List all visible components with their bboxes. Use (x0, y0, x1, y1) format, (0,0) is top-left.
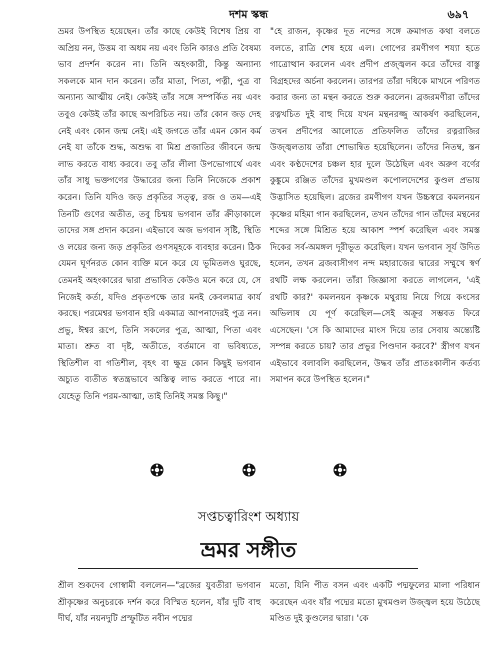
page-header (0, 6, 497, 24)
flower-ornament-icon (333, 462, 347, 476)
flower-ornament-icon (150, 462, 164, 476)
left-paragraph: ভ্রমর উপস্থিত হয়েছেন। তাঁর কাছে কেউই বিশেষ প্রিয় বা অপ্রিয় নন, উত্তম বা অধম নয় এবং তিনি কারও প্রতি বৈষম্য ভাব প্রদর্শন করেন না। তিনি অহংকারী, কিন্তু অন্যান্য সকলকে মান দান করেন। তাঁর মাতা, পিতা, পত্নী, পুত্র বা অন্যান্য আত্মীয় নেই। কেউই তাঁর সঙ্গে সম্পর্কিত নয় এবং তবুও কেউই তাঁর কাছে অপরিচিত নয়। তাঁর কোন জড় দেহ নেই এবং কোন জন্ম নেই। এই জগতে তাঁর এমন কোন কর্ম নেই যা তাঁকে শুদ্ধ, অশুদ্ধ বা মিশ্র প্রজাতির জীবনে জন্ম লাভ করতে বাধ্য করবে। তবু তাঁর লীলা উপভোগার্থে এবং তাঁর সাধু ভক্তগণের উদ্ধারের জন্য তিনি নিজেকে প্রকাশ করেন। তিনি যদিও জড় প্রকৃতির সত্ত্ব, রজ ও তম—এই তিনটি গুণের অতীত, তবু চিন্ময় ভগবান তাঁর ক্রীড়াকালে তাদের সঙ্গ প্রদান করেন। এইভাবে অজ ভগবান সৃষ্টি, স্থিতি ও লয়ের জন্য জড় প্রকৃতির গুণসমূহকে ব্যবহার করেন। ঠিক যেমন ঘূর্ণনরত কোন ব্যক্তি মনে করে যে ভূমিতলও ঘুরছে, তেমনই অহংকারের দ্বারা প্রভাবিত কেউও মনে করে যে, সে নিজেই কর্তা, যদিও প্রকৃতপক্ষে তার মনই কেবলমাত্র কার্য করছে। পরমেশ্বর ভগবান হরি একমাত্র আপনাদেরই পুত্র নন। প্রভু, ঈশ্বর রূপে, তিনি সকলের পুত্র, আত্মা, পিতা এবং মাতা। শ্রুত বা দৃষ্ট, অতীতে, বর্তমানে বা ভবিষ্যতে, স্থিতিশীল বা গতিশীল, বৃহৎ বা ক্ষুদ্র কোন কিছুই ভগবান অচ্যুত ব্যতীত স্বতন্ত্রভাবে অস্তিত্ব লাভ করতে পারে না। যেহেতু তিনি পরম-আত্মা, তাই তিনিই সমস্ত কিছু।" (58, 27, 261, 403)
right-text-column (270, 24, 480, 389)
page-number: ৬৯৭ (447, 8, 469, 21)
chapter-number: সপ্তচত্বারিংশ অধ্যায় (197, 510, 300, 525)
chapter-paragraph-left: শ্রীল শুকদেব গোস্বামী বললেন—"ব্রজের যুবতীরা ভগবান শ্রীকৃষ্ণের অনুচরকে দর্শন করে বিস্মিত হলেন, যাঁর দুটি বাহু দীর্ঘ, যাঁর নয়নদুটি প্রস্ফুটিত নবীন পদ্মের (58, 581, 261, 625)
chapter-paragraph-right: মতো, যিনি পীত বসন এবং একটি পদ্মফুলের মালা পরিধান করেছেন এবং যাঁর পদ্মের মতো মুখমণ্ডল উজ্জ্বল হয়ে উঠেছে মণ্ডিত দুই কুণ্ডলের দ্বারা। 'কে (270, 581, 480, 625)
flower-ornament-icon (242, 462, 256, 476)
section-divider-ornaments (0, 462, 497, 481)
chapter-text-right (270, 578, 480, 628)
chapter-title: ভ্রমর সঙ্গীত (200, 538, 297, 562)
right-paragraph: "হে রাজন, কৃষ্ণের দূত নন্দের সঙ্গে ক্রমাগত কথা বলতে বলতে, রাত্রি শেষ হয়ে এল। গোপের রমণীগণ শয্যা হতে গাত্রোত্থান করলেন এবং প্রদীপ প্রজ্জ্বলন করে তাঁদের বাস্তু বিগ্রহদের অর্চনা করলেন। তারপর তাঁরা দধিকে মাখনে পরিণত করার জন্য তা মন্থন করতে শুরু করলেন। ব্রজরমণীরা তাঁদের রত্নখচিত দুই বাহু দিয়ে যখন মন্থনরজ্জু আকর্ষণ করছিলেন, তখন প্রদীপের আলোতে প্রতিফলিত তাঁদের রত্নরাজির উজ্জ্বলতায় তাঁরা শোভান্বিত হয়েছিলেন। তাঁদের নিতম্ব, স্তন এবং কণ্ঠদেশের চঞ্চল হার দুলে উঠেছিল এবং অরুণ বর্ণের কুঙ্কুমে রঞ্জিত তাঁদের মুখমণ্ডল কপোলদেশের কুণ্ডল প্রভায় উদ্ভাসিত হয়েছিল। ব্রজের রমণীগণ যখন উচ্চস্বরে কমলনয়ন কৃষ্ণের মহিমা গান করছিলেন, তখন তাঁদের গান তাঁদের মন্থনের শব্দের সঙ্গে মিশ্রিত হয়ে আকাশ স্পর্শ করেছিল এবং সমস্ত দিকের সর্ব-অমঙ্গল দূরীভূত করেছিল। যখন ভগবান সূর্য উদিত হলেন, তখন ব্রজবাসীগণ নন্দ মহারাজের দ্বারের সম্মুখে স্বর্ণ রথটি লক্ষ করলেন। তাঁরা জিজ্ঞাসা করতে লাগলেন, 'এই রথটি কার?' কমলনয়ন কৃষ্ণকে মথুরায় নিয়ে গিয়ে কংসের অভিলাষ যে পূর্ণ করেছিল—সেই অক্রূর সম্ভবত ফিরে এসেছেন। 'সে কি আমাদের মাংস দিয়ে তার সেবায় অন্ত্যেষ্টি সম্পন্ন করতে চায়? তার প্রভুর পিণ্ডদান করবে?' স্ত্রীগণ যখন এইভাবে বলাবলি করছিলেন, উদ্ধব তাঁর প্রাতঃকালীন কর্তব্য সমাপন করে উপস্থিত হলেন।" (270, 27, 480, 386)
chapter-text-left (58, 578, 261, 628)
running-title: দশম স্কন্ধ (229, 8, 268, 21)
left-text-column (58, 24, 261, 406)
chapter-divider-rule (78, 568, 418, 569)
